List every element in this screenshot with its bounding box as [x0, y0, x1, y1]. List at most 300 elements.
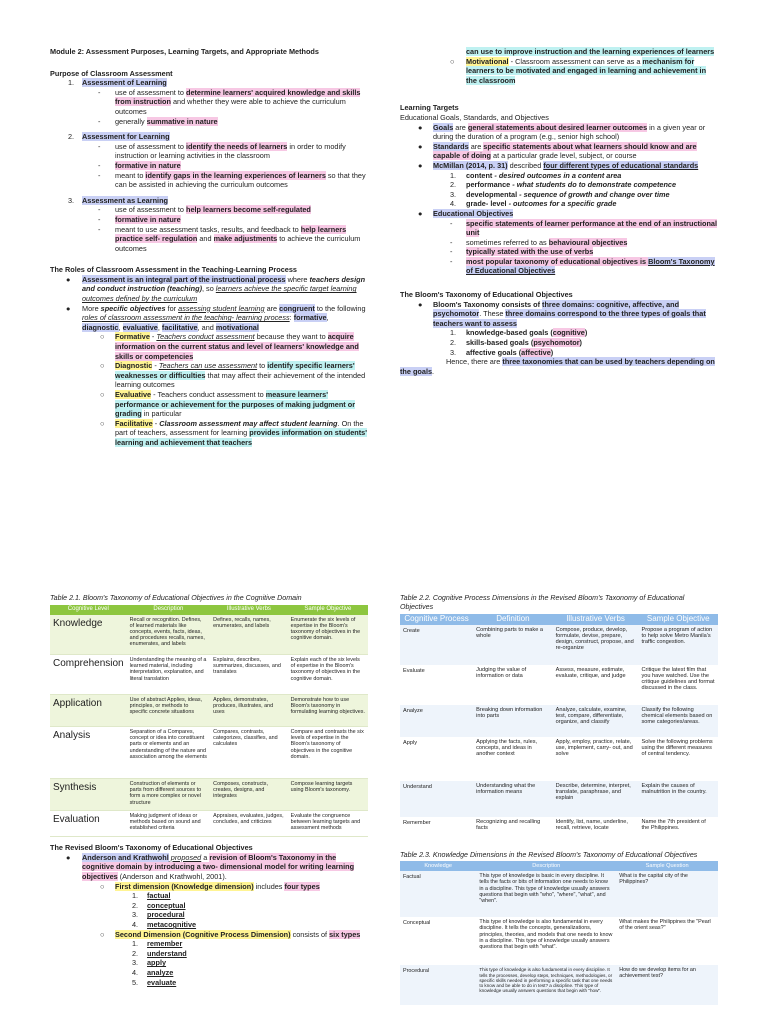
text-run: knowledge-based goals ( — [466, 328, 553, 338]
first-dimension — [50, 882, 368, 892]
table-cell: Compare and contrasts the six levels of expertise in the Bloom's taxonomy of objectives in the cognitive domain. — [288, 727, 368, 779]
role-formative — [50, 332, 368, 361]
text-run: formative — [293, 313, 327, 323]
text-run: are — [264, 303, 280, 313]
text-run: Formative — [115, 332, 150, 342]
text-run: identify gaps in the learning experiences of learners — [145, 170, 326, 180]
assessment-as-learning-detail-2 — [50, 215, 368, 225]
standard-type-3 — [400, 190, 718, 200]
assessment-for-learning-detail-2 — [50, 161, 368, 171]
list-marker: ○ — [450, 56, 455, 66]
standards-bullet — [400, 142, 718, 161]
roles-bullet-2 — [50, 304, 368, 333]
text-run: performance — [466, 180, 511, 190]
table-row — [400, 871, 718, 917]
text-run: apply — [147, 958, 167, 968]
table-cell: Applying the facts, rules, concepts, and ideas in another context — [476, 738, 538, 758]
table-row — [50, 779, 368, 811]
table-row — [50, 811, 368, 837]
revised-blooms-heading: The Revised Bloom's Taxonomy of Educational Objectives — [50, 843, 253, 853]
table-cell: Applies, demonstrates, produces, illustrates, and uses — [210, 695, 287, 727]
list-marker: - — [98, 170, 101, 180]
text-run: six types — [329, 929, 361, 939]
text-run: three taxonomies that can be used by teachers depending on the goals — [400, 357, 715, 376]
text-run: Standards — [433, 141, 469, 151]
eo-detail-4 — [400, 257, 718, 276]
goal-type-3 — [400, 348, 718, 358]
knowledge-type-1 — [50, 891, 368, 901]
text-run: evaluate — [147, 977, 177, 987]
list-marker: ● — [418, 122, 423, 132]
table-header: Knowledge — [400, 861, 476, 871]
blooms-bullet — [400, 300, 718, 329]
list-marker: 1. — [450, 328, 457, 338]
text-run: Assessment for Learning — [82, 132, 170, 142]
list-marker: 2. — [450, 338, 457, 348]
text-run: roles of classroom assessment in the teaching- learning process — [82, 313, 290, 323]
table-cell: Name the 7th president of the Philippines. — [641, 818, 706, 831]
table-2-2 — [400, 614, 718, 845]
text-run: Facilitative — [115, 418, 153, 428]
text-run: to the following — [314, 303, 366, 313]
list-marker: 2. — [68, 132, 75, 142]
table-cell: Construction of elements or parts from different sources to form a more complex or novel structure — [127, 779, 211, 811]
text-run: Teachers can use assessment — [158, 361, 258, 371]
knowledge-type-3 — [50, 910, 368, 920]
second-dimension — [50, 930, 368, 940]
goals-bullet — [400, 123, 718, 142]
text-run: general statements about desired learner outcomes — [467, 122, 648, 132]
table-cell: Application — [50, 695, 127, 727]
table-cell: Comprehension — [50, 655, 127, 695]
text-run: factual — [147, 891, 171, 901]
table-header: Sample Question — [616, 861, 718, 871]
table-cell: Appraises, evaluates, judges, concludes, and criticizes — [210, 811, 287, 837]
standard-type-2 — [400, 180, 718, 190]
table-header: Cognitive Level — [50, 605, 127, 615]
list-marker: 2. — [132, 900, 139, 910]
text-run: , so — [202, 284, 216, 294]
text-run: psychomotor — [533, 338, 580, 348]
list-marker: 1. — [450, 170, 457, 180]
text-run: a — [201, 852, 210, 862]
text-run: ) — [579, 338, 582, 348]
table-cell: Factual — [400, 871, 476, 917]
purpose-heading: Purpose of Classroom Assessment — [50, 68, 173, 78]
table-2-3-caption: Table 2.3. Knowledge Dimensions in the Revised Bloom's Taxonomy of Educational Objectives — [400, 850, 698, 859]
text-run: are — [468, 141, 484, 151]
table-row — [400, 817, 718, 845]
text-run: Teachers conduct assessment — [156, 332, 255, 342]
text-run: revision of Bloom's Taxonomy in the cognitive domain by introducing a two- dimensional model for writing learning objectives — [82, 852, 355, 882]
text-run: - Teachers conduct assessment to — [151, 390, 266, 399]
text-run: Assessment is an integral part of the instructional process — [82, 274, 286, 284]
text-run: Classroom assessment may affect student learning — [159, 418, 338, 428]
table-cell: Recall or recognition. Defines, of learned materials like concepts, events, facts, ideas, and procedures recalls, names, enumerates, and labels — [127, 615, 211, 655]
list-marker: 3. — [132, 958, 139, 968]
text-run: assessing student learning — [178, 303, 265, 313]
text-run: remember — [147, 939, 183, 949]
text-run: - what students do to demonstrate competence — [510, 180, 677, 190]
roles-bullet-1 — [50, 275, 368, 304]
table-row — [400, 665, 718, 705]
text-run: help learners become self-regulated — [185, 205, 311, 215]
table-row — [400, 965, 718, 1005]
table-cell: Recognizing and recalling facts — [476, 818, 541, 831]
blooms-heading: The Bloom's Taxonomy of Educational Objectives — [400, 290, 573, 300]
list-marker: 2. — [132, 948, 139, 958]
table-cell: Defines, recalls, names, enumerates, and labels — [210, 615, 287, 655]
list-marker: 3. — [132, 910, 139, 920]
text-run: use of assessment to — [115, 141, 186, 151]
text-run: (Anderson and Krathwohl, 2001). — [117, 872, 227, 882]
page-top-right — [400, 47, 718, 376]
text-run: in particular — [141, 409, 182, 419]
text-run: , — [326, 313, 329, 323]
table-cell: Conceptual — [403, 920, 431, 927]
text-run: measure learners' performance or achievement for the purposes of making judgment or grading — [115, 390, 356, 419]
text-run: formative in nature — [115, 160, 181, 170]
text-run: understand — [147, 948, 187, 958]
text-run: includes — [253, 881, 285, 891]
list-marker: ● — [418, 141, 423, 151]
table-header: Illustrative Verbs — [553, 614, 639, 625]
list-marker: 1. — [132, 891, 139, 901]
eo-detail-2 — [400, 238, 718, 248]
table-row — [50, 695, 368, 727]
table-cell: This type of knowledge is basic in every discipline. It tells the facts or bits of information one needs to know in a discipline. This type of knowledge usually answers questions that begin with "who", "where", "what", and "when". — [476, 871, 616, 917]
table-header: Definition — [473, 614, 553, 625]
text-run: three domains correspond to the three types of goals that teachers want to assess — [433, 309, 706, 328]
text-run: . On the part of teachers, assessment for learning — [115, 418, 364, 438]
table-cell: Combining parts to make a whole — [473, 625, 553, 665]
list-marker: - — [98, 224, 101, 234]
table-cell: Compose, produce, develop, formulate, devise, prepare, design, construct, propose, and re-organize — [553, 625, 639, 665]
text-run: . These — [479, 309, 506, 319]
table-header: Sample Objective — [638, 614, 718, 625]
table-row — [400, 917, 718, 965]
page-bottom-right — [400, 594, 718, 1005]
text-run: More — [82, 303, 101, 313]
table-cell: Procedural — [400, 965, 476, 1005]
text-run: conceptual — [147, 900, 186, 910]
text-run: most popular taxonomy of educational objectives is — [466, 256, 649, 266]
text-run: affective — [521, 347, 551, 357]
standard-type-1 — [400, 171, 718, 181]
text-run: make adjustments — [213, 234, 278, 244]
assessment-for-learning — [50, 132, 368, 142]
text-run: Bloom's Taxonomy consists of — [433, 299, 543, 309]
table-cell: Remember — [403, 819, 431, 826]
table-cell: Analysis — [50, 727, 127, 779]
text-run: in a given year or during the duration of a program (e.g., senior high school) — [433, 122, 706, 142]
text-run: cognitive — [552, 328, 585, 338]
table-header: Sample Objective — [288, 605, 368, 615]
cognitive-type-1 — [50, 939, 368, 949]
text-run: three domains: cognitive, affective, and psychomotor — [433, 299, 680, 319]
text-run: in order to modify instruction or learning activities in the classroom — [115, 141, 346, 161]
assessment-of-learning — [50, 78, 368, 88]
text-run: : — [289, 313, 294, 323]
table-row — [400, 737, 718, 781]
learning-targets-heading: Learning Targets — [400, 103, 459, 113]
role-facilitative — [50, 419, 368, 448]
text-run: at a particular grade level, subject, or course — [490, 151, 637, 161]
text-run: where — [285, 274, 310, 284]
role-evaluative — [50, 390, 368, 419]
table-cell: Use of abstract Applies, ideas, principles, or methods to specific concrete situations — [127, 695, 211, 727]
table-cell: How do we develop items for an achievement test? — [616, 965, 718, 1005]
assessment-for-learning-detail-3 — [50, 171, 368, 190]
table-cell: Composes, constructs, creates, designs, and integrates — [210, 779, 287, 811]
table-cell: Critique the latest film that you have watched. Use the critique guidelines and format discussed in the class. — [641, 666, 715, 692]
list-marker: ○ — [100, 881, 105, 891]
text-run: teachers design and conduct instruction (teaching) — [82, 274, 366, 294]
table-cell: Synthesis — [50, 779, 127, 811]
text-run: Bloom's Taxonomy of Educational Objectives — [466, 256, 715, 276]
text-run: so that they can be assisted in achieving the curriculum outcomes — [115, 170, 366, 190]
list-marker: ○ — [100, 332, 105, 342]
table-row — [50, 727, 368, 779]
list-marker: 3. — [68, 195, 75, 205]
table-header: Illustrative Verbs — [210, 605, 287, 615]
text-run: mechanism for learners to be motivated and engaged in learning and achievement in the classroom — [466, 56, 707, 85]
educational-objectives-bullet — [400, 209, 718, 219]
list-marker: - — [450, 218, 453, 228]
table-cell: Compares, contrasts, categorizes, classifies, and calculates — [210, 727, 287, 779]
assessment-of-learning-detail-1 — [50, 88, 368, 117]
list-marker: 4. — [132, 920, 139, 930]
anderson-bullet — [50, 853, 368, 882]
table-2-1 — [50, 605, 368, 838]
table-cell: Separation of a Compares, concept or idea into constituent parts or elements and an understanding of the nature and association among the elements — [127, 727, 211, 779]
text-run: to — [257, 361, 268, 371]
text-run: identify the needs of learners — [185, 141, 288, 151]
table-cell: This type of knowledge is also fundamental in every discipline. It tells the processes, develop steps, techniques, methodologies, or specific skills needed in performing a specific task that one needs to know and be able to do in test? a discipline. This type of knowledge usually answers questions that begin with "how". — [476, 965, 616, 1005]
list-marker: - — [98, 87, 101, 97]
list-marker: ● — [66, 274, 71, 284]
table-header: Cognitive Process — [400, 614, 473, 625]
hence-paragraph — [400, 357, 718, 376]
table-cell: Understand — [400, 781, 473, 817]
text-run: help learners practice self- regulation — [115, 224, 347, 244]
text-run: specific statements about what learners should know and are capable of doing — [433, 141, 697, 161]
list-marker: ○ — [100, 361, 105, 371]
text-run: Assessment as Learning — [82, 195, 168, 205]
table-cell: Evaluate — [403, 667, 425, 674]
text-run: meant to — [115, 170, 146, 180]
text-run: proposed — [168, 852, 202, 862]
text-run: Motivational — [466, 56, 509, 66]
text-run: evaluative — [122, 322, 158, 332]
table-cell: Knowledge — [50, 615, 127, 655]
text-run: determine learners' acquired knowledge and skills from instruction — [115, 87, 361, 107]
text-run: summative in nature — [146, 116, 218, 126]
text-run: , and — [197, 322, 216, 332]
text-run: First dimension (Knowledge dimension) — [115, 881, 254, 891]
text-run: sometimes referred to as — [466, 237, 549, 247]
text-run: McMillan (2014, p. 31) — [433, 160, 508, 170]
text-run: motivational — [215, 322, 259, 332]
table-cell: What is the capital city of the Philippines? — [616, 871, 718, 917]
table-cell: Analyze — [400, 705, 473, 737]
text-run: specific objectives — [100, 303, 166, 313]
text-run: consists of — [290, 929, 330, 939]
table-cell: Propose a program of action to help solve Metro Manila's traffic congestion. — [638, 625, 718, 665]
text-run: and — [197, 234, 214, 244]
facilitative-continuation — [400, 47, 718, 57]
page-bottom-left — [50, 594, 368, 987]
list-marker: ● — [418, 160, 423, 170]
module-title: Module 2: Assessment Purposes, Learning Targets, and Appropriate Methods — [50, 47, 319, 56]
standard-type-4 — [400, 199, 718, 209]
assessment-for-learning-detail-1 — [50, 142, 368, 161]
text-run: Anderson and Krathwohl — [82, 852, 169, 862]
list-marker: - — [98, 141, 101, 151]
text-run: Educational Objectives — [433, 208, 514, 218]
list-marker: ○ — [100, 929, 105, 939]
list-marker: 3. — [450, 189, 457, 199]
text-run: Goals — [433, 122, 454, 132]
text-run: congruent — [279, 303, 315, 313]
text-run: - sequence of growth and change over time — [517, 189, 670, 199]
text-run: Evaluative — [115, 390, 152, 399]
text-run: ) — [584, 328, 588, 338]
text-run: to achieve the curriculum outcomes — [115, 234, 361, 253]
text-run: use of assessment to — [115, 205, 186, 215]
text-run: developmental — [466, 189, 518, 199]
cognitive-type-3 — [50, 958, 368, 968]
table-cell: Assess, measure, estimate, evaluate, critique, and judge — [555, 666, 626, 679]
text-run: identify specific learners' weaknesses or difficulties — [115, 361, 355, 380]
table-cell: Compose learning targets using Bloom's taxonomy. — [288, 779, 368, 811]
text-run: diagnostic — [82, 322, 119, 332]
table-cell: Solve the following problems using the different measures of central tendency. — [641, 738, 713, 758]
table-cell: Create — [400, 625, 473, 665]
table-row — [400, 625, 718, 665]
assessment-as-learning — [50, 196, 368, 206]
text-run: are — [453, 122, 468, 132]
text-run: - — [149, 332, 157, 342]
list-marker: 1. — [132, 939, 139, 949]
goal-type-2 — [400, 338, 718, 348]
table-row — [50, 655, 368, 695]
text-run: content — [466, 170, 493, 180]
text-run: meant to use assessment tasks, results, and feedback to — [115, 224, 301, 234]
text-run: metacognitive — [147, 920, 197, 930]
text-run: facilitative — [161, 322, 198, 332]
page-top-left — [50, 47, 368, 448]
table-2-3 — [400, 861, 718, 1005]
list-marker: ○ — [100, 418, 105, 428]
list-marker: ● — [418, 208, 423, 218]
cognitive-type-5 — [50, 978, 368, 988]
text-run: affective goals ( — [466, 347, 522, 357]
text-run: generally — [115, 116, 147, 126]
text-run: grade- level — [466, 199, 507, 209]
text-run: skills-based goals ( — [466, 338, 534, 348]
table-cell: Breaking down information into parts — [473, 705, 553, 737]
text-run: . — [432, 366, 435, 376]
text-run: typically stated with the use of verbs — [466, 247, 594, 257]
role-motivational — [400, 57, 718, 86]
text-run: can use to improve instruction and the learning experiences of learners — [466, 47, 715, 56]
list-marker: 4. — [450, 199, 457, 209]
assessment-as-learning-detail-3 — [50, 225, 368, 254]
table-cell: Describe, determine, interpret, translate, paraphrase, and explain — [553, 781, 639, 817]
list-marker: - — [98, 214, 101, 224]
list-marker: ○ — [100, 390, 105, 399]
text-run: - Classroom assessment can serve as a — [508, 56, 643, 66]
table-cell: Making judgment of ideas or methods based on sound and established criteria — [127, 811, 211, 837]
learning-targets-subheading: Educational Goals, Standards, and Objectives — [400, 112, 549, 122]
text-run: Hence, there are — [446, 357, 503, 367]
knowledge-type-4 — [50, 920, 368, 930]
cognitive-type-2 — [50, 949, 368, 959]
text-run: provides information on students' learning and achievement that teachers — [115, 428, 367, 447]
table-cell: Evaluation — [50, 811, 127, 837]
table-cell: This type of knowledge is also fundamental in every discipline. It tells the concepts, generalizations, principles, theories, and models that one needs to know in a discipline. This type of knowledge usually answers questions that begin with "what". — [479, 919, 613, 950]
text-run: and whether they were able to achieve the curriculum outcomes — [115, 97, 346, 116]
table-cell: Identify, list, name, underline, recall, retrieve, locate — [555, 818, 628, 831]
list-marker: 2. — [450, 180, 457, 190]
text-run: described — [507, 160, 544, 170]
assessment-of-learning-detail-2 — [50, 117, 368, 127]
mcmillan-bullet — [400, 161, 718, 171]
table-cell: Explain each of the six levels of expertise in the Bloom's taxonomy of objectives in the cognitive domain. — [288, 655, 368, 695]
table-row — [400, 705, 718, 737]
list-marker: - — [98, 205, 101, 215]
table-cell: Understanding the meaning of a learned material, including interpretation, explanation, and literal translation — [127, 655, 211, 695]
text-run: specific statements of learner performance at the end of an instructional unit — [466, 218, 717, 238]
table-2-2-caption: Table 2.2. Cognitive Process Dimensions in the Revised Bloom's Taxonomy of Educational Objectives — [400, 594, 685, 611]
text-run: four different types of educational standards — [543, 160, 699, 170]
table-cell: Judging the value of information or data — [476, 666, 527, 679]
text-run: - — [152, 361, 159, 371]
table-header: Description — [476, 861, 616, 871]
list-marker: 3. — [450, 347, 457, 357]
table-row — [50, 615, 368, 655]
list-marker: ● — [418, 299, 423, 309]
list-marker: 4. — [132, 968, 139, 978]
table-cell: Analyze, calculate, examine, test, compare, differentiate, organize, and classify — [553, 705, 639, 737]
text-run: learners achieve the specific target learning outcomes defined by the curriculum — [82, 284, 357, 304]
list-marker: 1. — [68, 78, 75, 88]
table-cell: Apply — [403, 739, 417, 746]
text-run: procedural — [147, 910, 185, 920]
table-cell: Demonstrate how to use Bloom's taxonomy in formulating learning objectives. — [288, 695, 368, 727]
text-run: analyze — [147, 968, 174, 978]
table-cell: Understanding what the information means — [473, 781, 553, 817]
table-2-1-caption: Table 2.1. Bloom's Taxonomy of Educational Objectives in the Cognitive Domain — [50, 594, 302, 602]
list-marker: - — [450, 256, 453, 266]
list-marker: - — [98, 160, 101, 170]
text-run: - desired outcomes in a content area — [492, 170, 622, 180]
eo-detail-3 — [400, 247, 718, 257]
list-marker: ● — [66, 852, 71, 862]
text-run: - — [152, 418, 160, 428]
text-run: behavioural objectives — [548, 237, 628, 247]
text-run: formative in nature — [115, 214, 181, 224]
text-run: because they want to — [254, 332, 328, 342]
assessment-as-learning-detail-1 — [50, 205, 368, 215]
list-marker: ● — [66, 303, 71, 313]
table-cell: Enumerate the six levels of expertise in the Bloom's taxonomy of objectives in the cognitive domain. — [288, 615, 368, 655]
roles-heading: The Roles of Classroom Assessment in the Teaching-Learning Process — [50, 265, 297, 275]
eo-detail-1 — [400, 219, 718, 238]
table-cell: Evaluate the congruence between learning targets and assessment methods — [288, 811, 368, 837]
list-marker: 5. — [132, 977, 139, 987]
